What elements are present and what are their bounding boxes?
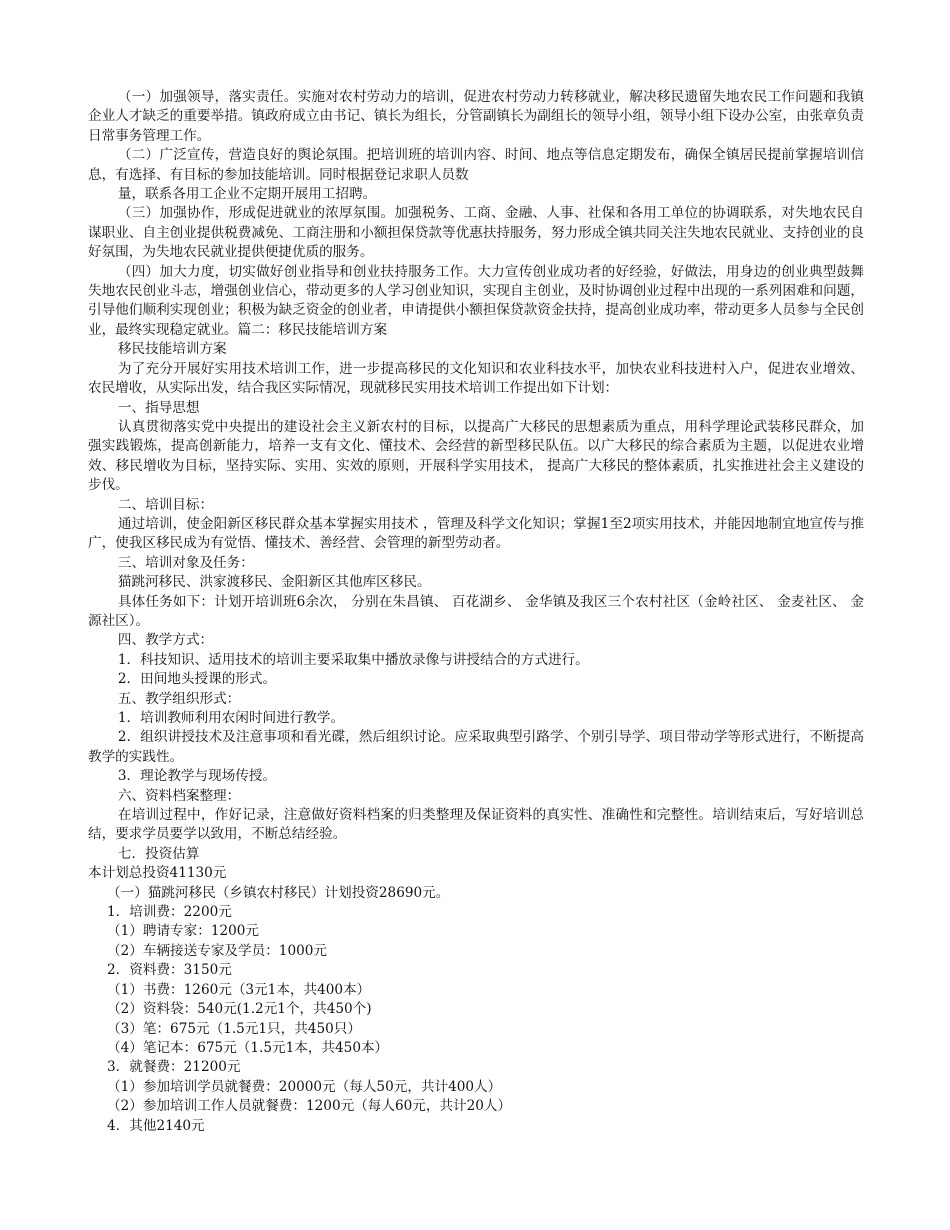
paragraph-intro: 为了充分开展好实用技术培训工作，进一步提高移民的文化知识和农业科技水平，加快农业科技进村入户，促进农业增效、农民增收，从实际出发，结合我区实际情况，现就移民实用技术培训工作提出如下计划： [88, 360, 864, 397]
heading-teaching-method: 四、教学方式： [117, 632, 214, 649]
heading-training-goal: 二、培训目标： [117, 496, 214, 513]
section-title: 移民技能培训方案 [117, 341, 227, 358]
heading-archives: 六、资料档案整理： [117, 787, 241, 804]
investment-line: （1）书费：1260元（3元1本，共400本） [107, 981, 371, 998]
paragraph-training-targets: 猫跳河移民、洪家渡移民、金阳新区其他库区移民。 [117, 574, 431, 591]
investment-line: （4）笔记本：675元（1.5元1本，共450本） [107, 1039, 389, 1056]
heading-organization: 五、教学组织形式： [117, 690, 241, 707]
paragraph-1: （一）加强领导，落实责任。实施对农村劳动力的培训，促进农村劳动力转移就业，解决移民遗留失地农民工作问题和我镇企业人才缺乏的重要举措。镇政府成立由书记、镇长为组长，分管副镇长为副组长的领导小组，领导小组下设办公室，由张章负责日常事务管理工作。 [88, 89, 864, 144]
investment-total: 本计划总投资41130元 [88, 865, 227, 882]
investment-line: （2）资料袋：540元(1.2元1个，共450个) [107, 1001, 372, 1018]
investment-line: （3）笔：675元（1.5元1只，共450只） [107, 1020, 361, 1037]
investment-line: 3．就餐费：21200元 [107, 1059, 241, 1076]
investment-line: （1）聘请专家：1200元 [107, 923, 260, 940]
investment-line: 4．其他2140元 [107, 1117, 205, 1134]
heading-investment: 七．投资估算 [117, 845, 200, 862]
paragraph-tasks: 具体任务如下：计划开培训班6余次， 分别在朱昌镇、 百花湖乡、 金华镇及我区三个农村社区（金岭社区、 金麦社区、 金源社区）。 [88, 593, 864, 629]
list-item: 1．培训教师利用农闲时间进行教学。 [117, 710, 345, 726]
paragraph-2: （二）广泛宣传，营造良好的舆论氛围。把培训班的培训内容、时间、地点等信息定期发布，确保全镇居民提前掌握培训信息，有选择、有目标的参加技能培训。同时根据登记求职人员数 [88, 147, 864, 183]
paragraph-archives: 在培训过程中，作好记录，注意做好资料档案的归类整理及保证资料的真实性、准确性和完整性。培训结束后，写好培训总结，要求学员要学以致用，不断总结经验。 [88, 807, 864, 843]
list-item: 2．田间地头授课的形式。 [117, 671, 277, 688]
investment-line: 1．培训费：2200元 [107, 904, 232, 921]
list-item: 1．科技知识、适用技术的培训主要采取集中播放录像与讲授结合的方式进行。 [117, 651, 589, 668]
investment-line: 2．资料费：3150元 [107, 962, 232, 979]
list-item: 3．理论教学与现场传授。 [117, 768, 277, 785]
investment-line: （2）车辆接送专家及学员：1000元 [107, 942, 327, 959]
investment-line: （一）猫跳河移民（乡镇农村移民）计划投资28690元。 [107, 884, 450, 901]
paragraph-4: （三）加强协作，形成促进就业的浓厚氛围。加强税务、工商、金融、人事、社保和各用工单位的协调联系，对失地农民自谋职业、自主创业提供税费减免、工商注册和小额担保贷款等优惠扶持服务，努力形成全镇共同关注失地农民就业、支持创业的良好氛围，为失地农民就业提供便捷优质的服务。 [88, 205, 864, 261]
list-item: 2．组织讲授技术及注意事项和看光碟，然后组织讨论。应采取典型引路学、个别引导学、项目带动学等形式进行，不断提高教学的实践性。 [88, 729, 864, 765]
investment-line: （1）参加培训学员就餐费：20000元（每人50元，共计400人） [107, 1078, 502, 1095]
paragraph-training-goal: 通过培训，使金阳新区移民群众基本掌握实用技术 ，管理及科学文化知识；掌握1至2项实用技术，并能因地制宜地宣传与推广，使我区移民成为有觉悟、懂技术、善经营、会管理的新型劳动者。 [88, 515, 864, 552]
investment-line: （2）参加培训工作人员就餐费：1200元（每人60元，共计20人） [107, 1098, 512, 1115]
paragraph-5: （四）加大力度，切实做好创业指导和创业扶持服务工作。大力宣传创业成功者的好经验，好做法，用身边的创业典型鼓舞失地农民创业斗志，增强创业信心，带动更多的人学习创业知识，实现自主创业，及时协调创业过程中出现的一系列困难和问题，引导他们顺利实现创业；积极为缺乏资金的创业者，申请提供小额担保贷款资金扶持，提高创业成功率，带动更多人员参与全民创业，最终实现稳定就业。篇二：移民技能培训方案 [88, 263, 864, 338]
heading-training-targets: 三、培训对象及任务： [117, 554, 254, 571]
heading-guiding-thought: 一、指导思想 [117, 399, 200, 416]
paragraph-guiding-thought: 认真贯彻落实党中央提出的建设社会主义新农村的目标，以提高广大移民的思想素质为重点，用科学理论武装移民群众，加强实践锻炼，提高创新能力，培养一支有文化、懂技术、会经营的新型移民队伍。以广大移民的综合素质为主题，以促进农业增效、移民增收为目标，坚持实际、实用、实效的原则，开展科学实用技术， 提高广大移民的整体素质，扎实推进社会主义建设的步伐。 [88, 418, 864, 494]
paragraph-3: 量，联系各用工企业不定期开展用工招聘。 [117, 186, 377, 203]
